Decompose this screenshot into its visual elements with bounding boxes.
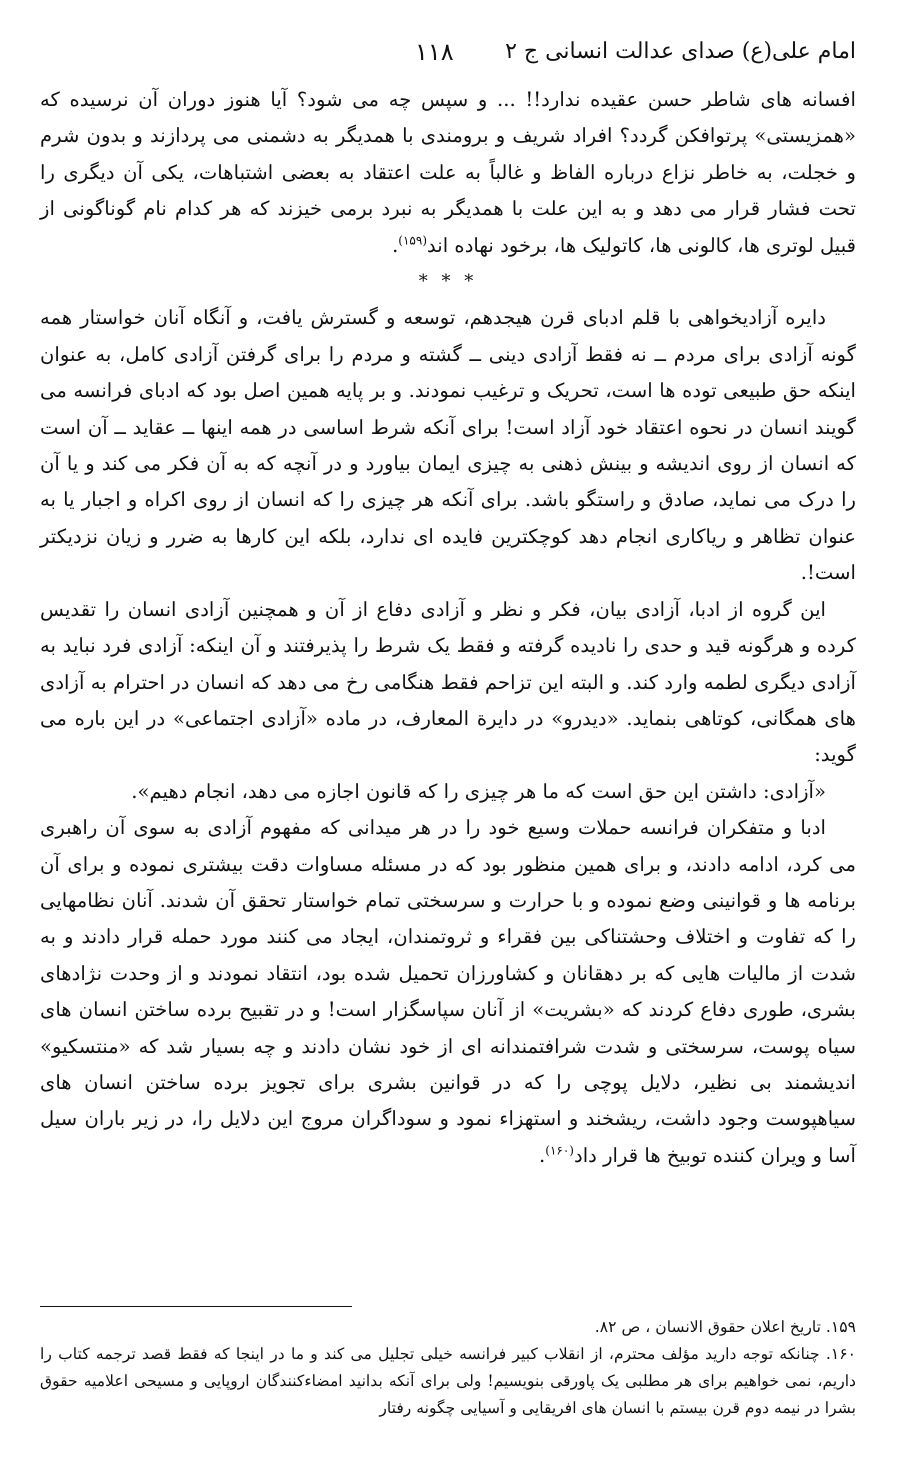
paragraph: دایره آزادیخواهی با قلم ادبای قرن هیجدهم، توسعه و گسترش یافت، و آنگاه آنان خواستار همه گونه آزادی برای مردم ــ نه فقط آزادی دینی ــ گشته و مردم را برای گرفتن آزادی کامل، به عنوان اینکه حق طبیعی توده ها است، تحریک و ترغیب نمودند. و بر پایه همین اصل بود که ادبای فرانسه می گویند انسان در نحوه اعتقاد خود آزاد است! برای آنکه شرط اساسی در همه اینها ــ عقاید ــ آن است که انسان از روی اندیشه و بینش ذهنی به چیزی ایمان بیاورد و در آنچه که به آن فکر می کند و یا آن را درک می نماید، صادق و راستگو باشد. برای آنکه هر چیزی را که انسان از روی اکراه و اجبار یا به عنوان تظاهر و ریاکاری انجام دهد کوچکترین فایده ای ندارد، بلکه این کارها به ضرر و زیان نزدیکتر است!. xyxy=(40,306,856,585)
footnotes xyxy=(40,1314,856,1422)
sentence-end: . xyxy=(392,233,399,257)
footnote: ۱۶۰. چنانکه توجه دارید مؤلف محترم، از انقلاب کبیر فرانسه خیلی تجلیل می کند و ما در اینجا که فقط قصد ترجمه کتاب را داریم، نمی خواهیم برای هر مطلبی یک پاورقی بنویسیم! ولی برای آنکه بدانید امضاءکنندگان اروپایی و مسیحی اعلامیه حقوق بشرا در نیمه دوم قرن بیستم با انسان های افریقایی و آسیایی چگونه رفتار xyxy=(40,1345,856,1417)
paragraph-text: افسانه های شاطر حسن عقیده ندارد!! ... و سپس چه می شود؟ آیا هنوز دوران آن نرسیده که «همزیستی» پرتوافکن گردد؟ افراد شریف و برومندی با همدیگر به دشمنی می پردازند و بدون شرم و خجلت، به خاطر نزاع درباره الفاظ و غالباً به علت اعتقاد به بعضی اشتباهات، یکی آن دیگری را تحت فشار قرار می دهد و به این علت با همدیگر به نبرد برمی خیزند که هر کدام نام گوناگونی از قبیل لوتری ها، کالونی ها، کاتولیک ها، برخود نهاده اند xyxy=(40,88,856,257)
paragraph xyxy=(40,810,856,1174)
footnote-ref: (۱۵۹) xyxy=(398,233,428,248)
page-number: ۱۱۸ xyxy=(415,38,454,66)
main-text xyxy=(40,82,856,1174)
paragraph-text: ادبا و متفکران فرانسه حملات وسیع خود را در هر میدانی که مفهوم آزادی به سوی آن راهبری می کرد، ادامه دادند، و برای همین منظور بود که در مسئله مساوات دقت بیشتری نموده و برای آن برنامه ها و قوانینی وضع نموده و با حرارت و سرسختی تمام خواستار تحقق آن شدند. آنان نظامهایی را که تفاوت و اختلاف وحشتناکی بین فقراء و ثروتمندان، ایجاد می کنند مورد حمله قرار دادند و به شدت از مالیات هایی که بر دهقانان و کشاورزان تحمیل شده بود، انتقاد نمودند و از وحدت نژادهای بشری، طوری دفاع کردند که «بشریت» از آنان سپاسگزار است! و در تقبیح برده ساختن انسان های سیاه پوست، سرسختی و شدت شرافتمندانه ای از خود نشان دادند و چه بسیار شد که «منتسکیو» اندیشمند بی نظیر، دلایل پوچی را که در قوانین بشری برای تجویز برده ساختن انسان های سیاهپوست وجود داشت، ریشخند و استهزاء نمود و سوداگران مروج این دلایل را، در زیر باران سیل آسا و ویران کننده توبیخ ها قرار داد xyxy=(40,816,856,1167)
book-page xyxy=(40,0,856,1479)
running-title: امام علی(ع) صدای عدالت انسانی ج ۲ xyxy=(505,39,856,64)
sentence-end: . xyxy=(539,1143,546,1167)
footnote-divider xyxy=(40,1306,352,1307)
footnote-ref: (۱۶۰) xyxy=(545,1143,574,1158)
footnote: ۱۵۹. تاریخ اعلان حقوق الانسان ، ص ۸۲. xyxy=(594,1318,856,1336)
section-separator: * * * xyxy=(418,271,478,293)
quotation: «آزادی: داشتن این حق است که ما هر چیزی را که قانون اجازه می دهد، انجام دهیم». xyxy=(131,779,826,803)
page-header xyxy=(40,34,856,70)
paragraph: این گروه از ادبا، آزادی بیان، فکر و نظر و آزادی دفاع از آن و همچنین آزادی انسان را تقدیس کرده و هرگونه قید و حدی را نادیده گرفته و فقط یک شرط را پذیرفتند و آن اینکه: آزادی فرد نباید به آزادی دیگری لطمه وارد کند. و البته این تزاحم فقط هنگامی رخ می دهد که انسان در احترام به آزادی های همگانی، کوتاهی بنماید. «دیدرو» در دایرة المعارف، در ماده «آزادی اجتماعی» در این باره می گوید: xyxy=(40,597,856,767)
paragraph xyxy=(40,82,856,264)
